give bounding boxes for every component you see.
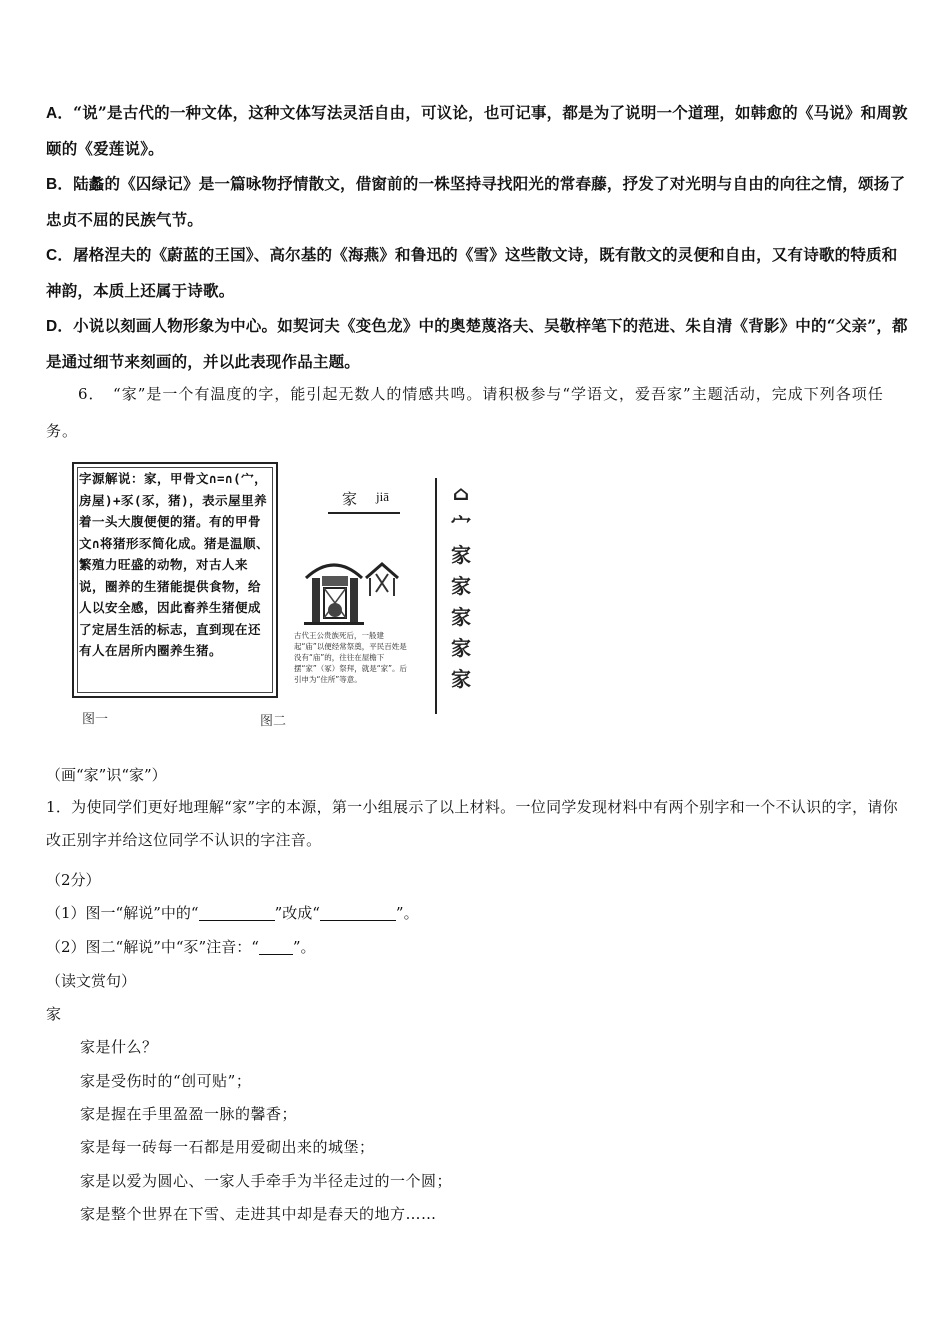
character-evolution-column xyxy=(444,478,478,695)
evolution-glyph: ⌂ xyxy=(452,481,470,505)
option-c xyxy=(46,237,908,308)
evolution-glyph: 家 xyxy=(451,605,471,629)
figure-2-jia-char: 家 xyxy=(342,490,358,508)
question-1-score: （2分） xyxy=(46,871,101,889)
figure-2-explanation: 古代王公贵族死后，一般建起“庙”以便经常祭奠，平民百姓是没有“庙”的，往往在屋檐下摆“家”（冢）祭拜，就是“家”。后引申为“住所”等意。 xyxy=(294,631,408,684)
ancestral-house-illustration xyxy=(300,548,420,628)
evolution-glyph: 家 xyxy=(451,574,471,598)
figure-1-box xyxy=(72,462,278,698)
sub-question-2 xyxy=(46,936,316,957)
poem-title: 家 xyxy=(46,1005,62,1023)
sub-question-2-suffix: ”。 xyxy=(292,938,316,956)
section-draw-label: （画“家”识“家”） xyxy=(46,766,167,784)
question-1: 1．为使同学们更好地理解“家”字的本源，第一小组展示了以上材料。一位同学发现材料中有两个别字和一个不认识的字，请你改正别字并给这位同学不认识的字注音。 xyxy=(46,798,898,849)
option-d-label: D． xyxy=(46,318,74,335)
option-a-label: A． xyxy=(46,105,74,122)
option-a xyxy=(46,95,908,166)
poem-line: 家是以爱为圆心、一家人手牵手为半径走过的一个圆； xyxy=(80,1172,453,1190)
sub-question-1-suffix: ”。 xyxy=(395,904,419,922)
sub-question-2-prefix: （2）图二“解说”中“豕”注音：“ xyxy=(46,938,259,956)
figure-2-jia-pinyin: jiā xyxy=(376,489,389,504)
poem-line: 家是每一砖每一石都是用爱砌出来的城堡； xyxy=(80,1138,375,1156)
option-a-text: “说”是古代的一种文体，这种文体写法灵活自由，可议论，也可记事，都是为了说明一个道理，如韩愈的《马说》和周敦颐的《爱莲说》。 xyxy=(46,103,908,158)
sub-question-1-prefix: （1）图一“解说”中的“ xyxy=(46,904,199,922)
option-c-label: C． xyxy=(46,247,74,264)
sub-question-1 xyxy=(46,902,419,923)
figure-2-caption: 图二 xyxy=(260,714,287,729)
option-b xyxy=(46,166,908,237)
option-b-label: B． xyxy=(46,176,74,193)
answer-blank-1[interactable] xyxy=(199,904,275,921)
poem-line: 家是受伤时的“创可贴”； xyxy=(80,1072,252,1090)
figure-divider xyxy=(435,478,437,714)
figure-jia-origin xyxy=(64,452,534,742)
evolution-glyph: 家 xyxy=(451,543,471,567)
figure-2-title-rule xyxy=(328,512,400,514)
question-6: 6． “家”是一个有温度的字，能引起无数人的情感共鸣。请积极参与“学语文，爱吾家”主题活动，完成下列各项任务。 xyxy=(46,385,884,440)
option-b-text: 陆蠡的《囚绿记》是一篇咏物抒情散文，借窗前的一株坚持寻找阳光的常春藤，抒发了对光明与自由的向往之情，颂扬了忠贞不屈的民族气节。 xyxy=(46,174,906,229)
option-c-text: 屠格涅夫的《蔚蓝的王国》、高尔基的《海燕》和鲁迅的《雪》这些散文诗，既有散文的灵便和自由，又有诗歌的特质和神韵，本质上还属于诗歌。 xyxy=(46,245,898,300)
poem-line: 家是整个世界在下雪、走进其中却是春天的地方…… xyxy=(80,1205,437,1223)
evolution-glyph: 家 xyxy=(451,636,471,660)
evolution-glyph: 家 xyxy=(451,667,471,691)
poem-line: 家是握在手里盈盈一脉的馨香； xyxy=(80,1105,298,1123)
option-d xyxy=(46,308,908,379)
section-read-label: （读文赏句） xyxy=(46,972,137,990)
evolution-glyph: 宀 xyxy=(451,512,471,536)
sub-question-1-middle: ”改成“ xyxy=(274,904,320,922)
poem-line: 家是什么？ xyxy=(80,1038,158,1056)
answer-blank-3[interactable] xyxy=(259,938,293,955)
figure-1-caption: 图一 xyxy=(82,712,109,727)
answer-blank-2[interactable] xyxy=(320,904,396,921)
option-d-text: 小说以刻画人物形象为中心。如契诃夫《变色龙》中的奥楚蔑洛夫、吴敬梓笔下的范进、朱自清《背影》中的“父亲”，都是通过细节来刻画的，并以此表现作品主题。 xyxy=(46,316,908,371)
figure-1-text: 字源解说：家，甲骨文∩=∩(宀，房屋)+豕(豕，猪)，表示屋里养着一头大腹便便的猪。有的甲骨文∩将猪形豕简化成。猪是温顺、繁殖力旺盛的动物，对古人来说，圈养的生猪能提供食物，给人以安全感，因此畜养生猪便成了定居生活的标志，直到现在还有人在居所内圈养生猪。 xyxy=(79,471,270,658)
